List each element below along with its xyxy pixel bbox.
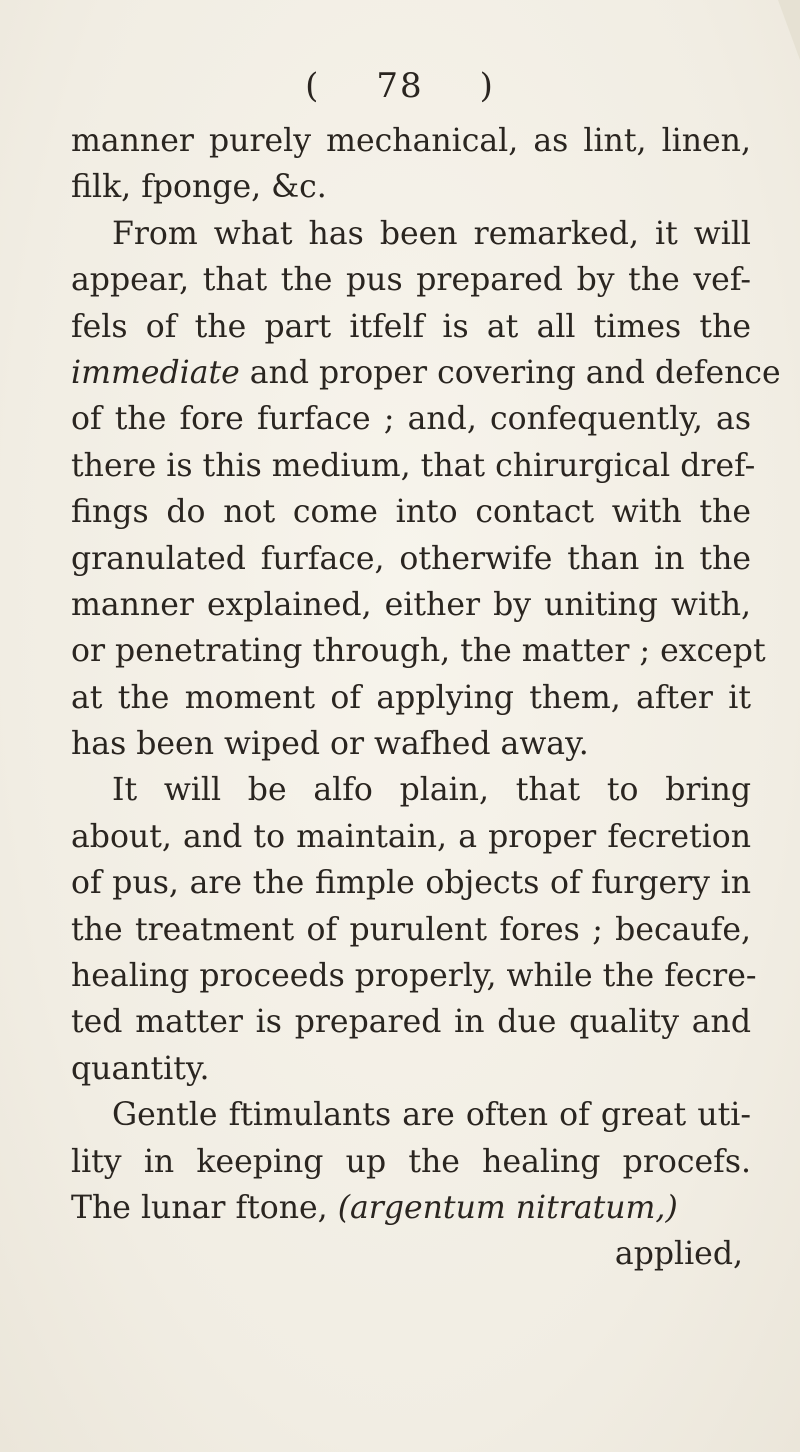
text-line: manner explained, either by uniting with, [71, 586, 751, 623]
text-line: of the fore furface ; and, confequently, as [71, 401, 751, 438]
catchword: applied, [614, 1236, 743, 1273]
paragraph-start-line: Gentle ftimulants are often of great uti- [112, 1097, 751, 1134]
text-line: the treatment of purulent fores ; becaufe, [71, 911, 751, 948]
text-line [71, 350, 781, 396]
text-line: ted matter is prepared in due quality and [71, 1004, 751, 1041]
header-open-paren: ( [305, 66, 321, 106]
text-line: has been wiped or wafhed away. [71, 726, 589, 763]
line-remainder: and proper covering and defence [239, 354, 781, 391]
text-line: fels of the part itfelf is at all times the [71, 308, 751, 345]
text-line: about, and to maintain, a proper fecretion [71, 818, 751, 855]
text-line: or penetrating through, the matter ; except [71, 633, 766, 670]
page-number: 78 [376, 66, 424, 106]
text-line: filk, fponge, &c. [71, 169, 327, 206]
page-header [0, 66, 800, 106]
header-close-paren: ) [479, 66, 495, 106]
italic-emphasis: immediate [71, 354, 240, 391]
text-line: of pus, are the fimple objects of furgery in [71, 865, 751, 902]
text-line: lity in keeping up the healing procefs. [71, 1143, 751, 1180]
text-line: at the moment of applying them, after it [71, 679, 751, 716]
text-line: granulated furface, otherwife than in the [71, 540, 751, 577]
line-prefix: The lunar ftone, [71, 1189, 338, 1226]
text-line [71, 1185, 751, 1231]
text-line: healing proceeds properly, while the fecre- [71, 958, 757, 995]
text-line: there is this medium, that chirurgical dref- [71, 447, 756, 484]
page-corner-fold [770, 0, 800, 70]
body-text [71, 118, 781, 1278]
italic-latin-term: (argentum nitratum,) [337, 1189, 678, 1226]
paragraph-start-line: It will be alfo plain, that to bring [112, 772, 751, 809]
paragraph-start-line: From what has been remarked, it will [112, 215, 751, 252]
text-line: fings do not come into contact with the [71, 494, 751, 531]
text-line: appear, that the pus prepared by the vef- [71, 262, 751, 299]
text-line: manner purely mechanical, as lint, linen, [71, 123, 751, 159]
text-line: quantity. [71, 1050, 210, 1087]
